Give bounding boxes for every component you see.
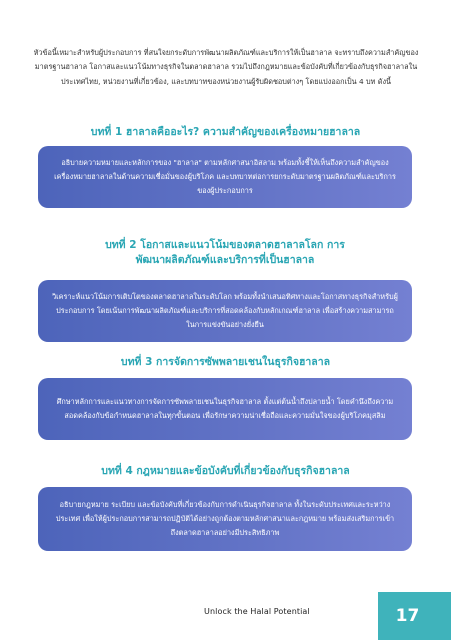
chapter-4-description: อธิบายกฎหมาย ระเบียบ และข้อบังคับที่เกี่ยวข้องกับการดำเนินธุรกิจฮาลาล ทั้งในระดับประเทศและระหว่างประเทศ เพื่อให้ผู้ประกอบการสามารถปฏิบัติได้อย่างถูกต้องตามหลักศาสนาและกฎหมาย พร้อมส่งเสริมการเข้าถึงตลาดฮาลาลอย่างมีประสิทธิภาพ — [55, 499, 395, 538]
chapter-2-title: บทที่ 2 โอกาสและแนวโน้มของตลาดฮาลาลโลก การพัฒนาผลิตภัณฑ์และบริการที่เป็นฮาลาล — [105, 239, 345, 266]
chapter-3-title: บทที่ 3 การจัดการซัพพลายเชนในธุรกิจฮาลาล — [120, 356, 331, 368]
chapter-2-description: วิเคราะห์แนวโน้มการเติบโตของตลาดฮาลาลในระดับโลก พร้อมทั้งนำเสนอทิศทางและโอกาสทางธุรกิจสำหรับผู้ประกอบการ โดยเน้นการพัฒนาผลิตภัณฑ์และบริการที่สอดคล้องกับหลักเกณฑ์ฮาลาล เพื่อสร้างความสามารถในการแข่งขันอย่างยั่งยืน — [52, 291, 398, 330]
page-number-badge — [378, 592, 451, 640]
chapter-1-description: อธิบายความหมายและหลักการของ "ฮาลาล" ตามหลักศาสนาอิสลาม พร้อมทั้งชี้ให้เห็นถึงความสำคัญของเครื่องหมายฮาลาลในด้านความเชื่อมั่นของผู้บริโภค และบทบาทต่อการยกระดับมาตรฐานผลิตภัณฑ์และบริการของผู้ประกอบการ — [54, 157, 396, 196]
page-number: 17 — [395, 606, 420, 626]
chapter-3-description: ศึกษาหลักการและแนวทางการจัดการซัพพลายเชนในธุรกิจฮาลาล ตั้งแต่ต้นน้ำถึงปลายน้ำ โดยคำนึงถึงความสอดคล้องกับข้อกำหนดฮาลาลในทุกขั้นตอน เพื่อรักษาความน่าเชื่อถือและความมั่นใจของผู้บริโภคมุสลิม — [56, 396, 394, 420]
chapter-2-card — [38, 280, 412, 342]
chapter-1-card — [38, 146, 412, 208]
footer-tagline: Unlock the Halal Potential — [204, 607, 310, 616]
chapter-3-card — [38, 378, 412, 440]
chapter-4-card — [38, 487, 412, 551]
chapter-4-title: บทที่ 4 กฎหมายและข้อบังคับที่เกี่ยวข้องกับธุรกิจฮาลาล — [101, 465, 350, 477]
intro-paragraph: หัวข้อนี้เหมาะสำหรับผู้ประกอบการ ที่สนใจยกระดับการพัฒนาผลิตภัณฑ์และบริการให้เป็นฮาลาล จะทราบถึงความสำคัญของมาตรฐานฮาลาล โอกาสและแนวโน้มทางธุรกิจในตลาดฮาลาล รวมไปถึงกฎหมายและข้อบังคับที่เกี่ยวข้องกับธุรกิจฮาลาลในประเทศไทย, หน่วยงานที่เกี่ยวข้อง, และบทบาทของหน่วยงานผู้รับผิดชอบต่างๆ โดยแบ่งออกเป็น 4 บท ดังนี้ — [33, 48, 419, 86]
chapter-1-title: บทที่ 1 ฮาลาลคืออะไร? ความสำคัญของเครื่องหมายฮาลาล — [90, 126, 361, 138]
